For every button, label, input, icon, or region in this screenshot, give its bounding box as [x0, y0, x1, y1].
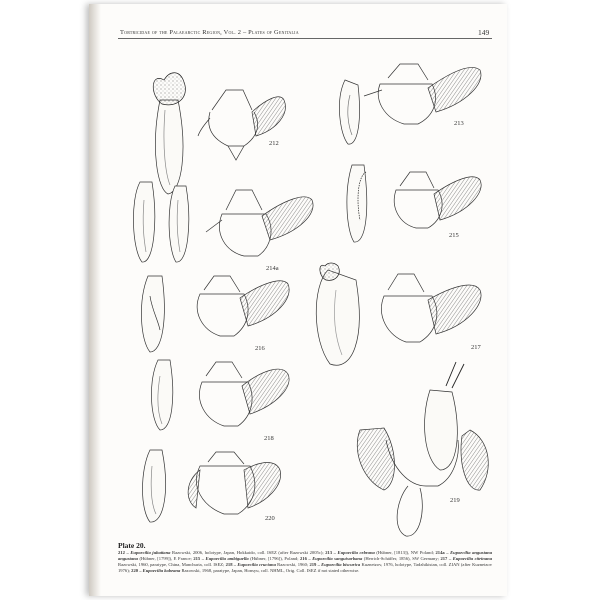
- caption-entry-219: 219 – Eupoecilia biscurica Kuznetzov, 1976, holotype, Tadzhikistan, coll. ZIAN (after Kuznetzov 1976);: [118, 562, 492, 573]
- figure-number-220: 220: [265, 515, 275, 522]
- figure-number-212: 212: [269, 140, 279, 147]
- caption-entry-212: 212 – Eupoecilia jubatiana Razowski, 2006, holotype, Japan, Hokkaido, coll. ISEZ (after Razowski 2005c);: [118, 550, 326, 555]
- figure-215: [347, 165, 481, 242]
- caption-entry-213: 213 – Eupoecilia cebrana (Hübner, [1813]), NW Poland;: [325, 550, 436, 555]
- caption-entry-216: 216 – Eupoecilia sanguisorbana (Herrich-Schäffer, 1856), SW Germany;: [300, 556, 441, 561]
- figure-number-215: 215: [449, 232, 459, 239]
- caption-entry-218: 218 – Eupoecilia cruciana Razowski, 1960;: [225, 562, 310, 567]
- caption-entry-220: 220 – Eupoecilia kobeana Razowski, 1968, paratype, Japan, Honsyu, coll. NHML, Orig. Coll. ISEZ if not stated otherwise.: [131, 568, 360, 573]
- plate-caption: [118, 550, 492, 574]
- figure-number-219: 219: [450, 497, 460, 504]
- page-number: 149: [478, 28, 490, 37]
- figure-219: [357, 362, 488, 536]
- figure-220: [143, 450, 281, 522]
- figure-217: [316, 263, 481, 365]
- figure-number-218: 218: [264, 435, 274, 442]
- figure-212: [153, 73, 285, 194]
- figure-number-214a: 214a: [266, 265, 279, 272]
- figure-216: [141, 276, 289, 352]
- caption-entry-215: 215 – Eupoecilia ambiguella (Hübner, [1796]), Poland;: [193, 556, 300, 561]
- caption-entry-214a: 214a – Eupoecilia angustana angustana (Hübner, [1799]), E France;: [118, 550, 492, 561]
- figure-214a: [133, 182, 313, 262]
- figure-number-217: 217: [471, 344, 481, 351]
- plate-title: Plate 20.: [118, 541, 146, 550]
- figure-number-216: 216: [255, 345, 265, 352]
- figure-218: [151, 360, 289, 430]
- caption-entry-217: 217 – Eupoecilia citrinana Razowski, 1960, paratype, China, Manchuria, coll. ISEZ;: [118, 556, 492, 567]
- figure-213: [339, 64, 481, 144]
- running-head: Tortricidae of the Palaearctic Region, Vol. 2 – Plates of Genitalia: [120, 29, 299, 36]
- figure-number-213: 213: [454, 120, 464, 127]
